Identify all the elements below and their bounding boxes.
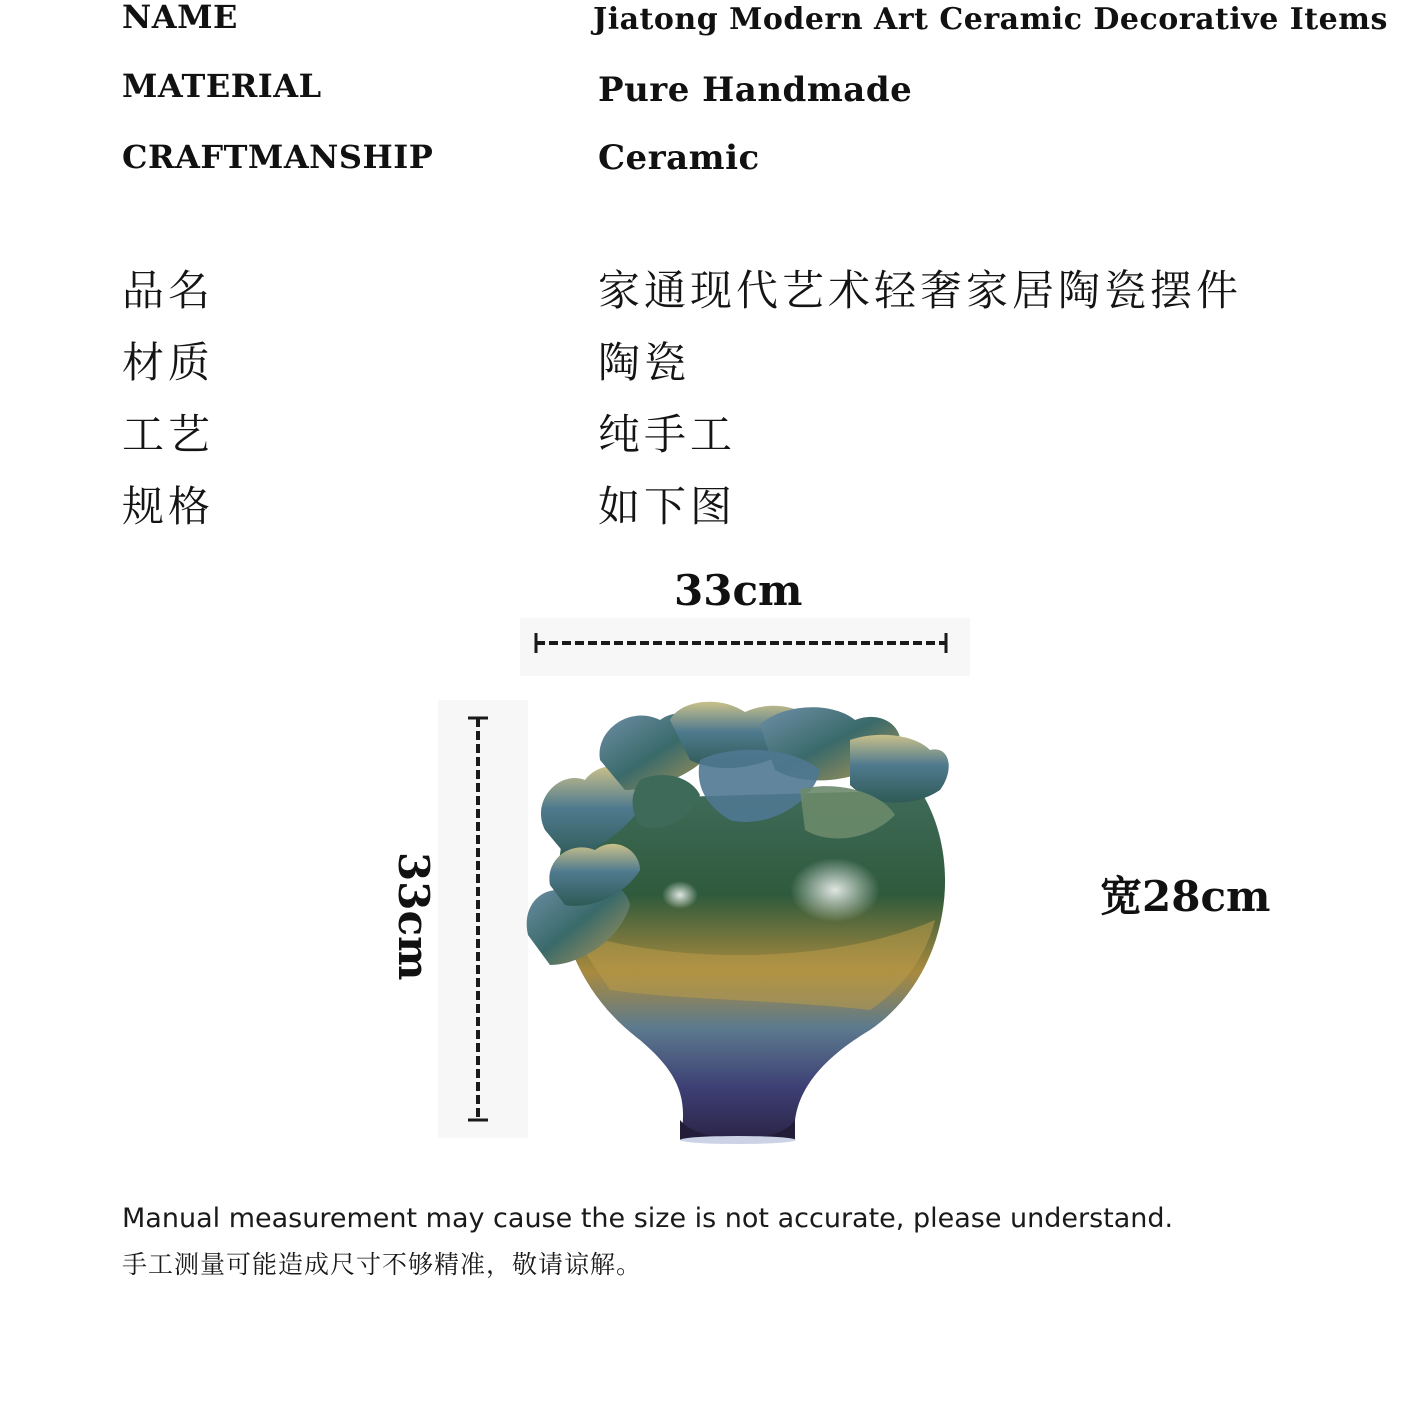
- cn-size-label: 规格: [122, 482, 215, 531]
- cn-name-value: 家通现代艺术轻奢家居陶瓷摆件: [598, 266, 1243, 315]
- cn-craft-label: 工艺: [122, 410, 215, 459]
- name-value: Jiatong Modern Art Ceramic Decorative Items: [593, 2, 1388, 37]
- top-width-label: 33cm: [674, 566, 803, 615]
- height-label: 33cm: [389, 852, 438, 981]
- cn-material-value: 陶瓷: [598, 338, 691, 387]
- cn-craft-value: 纯手工: [598, 410, 737, 459]
- material-value: Pure Handmade: [598, 70, 913, 110]
- height-ruler: [438, 700, 528, 1138]
- name-label: NAME: [122, 0, 238, 36]
- ceramic-vase-image: [527, 702, 949, 1144]
- disclaimer-en: Manual measurement may cause the size is not accurate, please understand.: [122, 1203, 1174, 1234]
- side-width-label: 宽28cm: [1100, 872, 1271, 921]
- cn-name-label: 品名: [122, 266, 215, 315]
- disclaimer-cn: 手工测量可能造成尺寸不够精准，敬请谅解。: [122, 1250, 643, 1279]
- cn-material-label: 材质: [122, 338, 215, 387]
- craftsmanship-value: Ceramic: [598, 138, 760, 178]
- material-label: MATERIAL: [122, 67, 322, 105]
- craftsmanship-label: CRAFTMANSHIP: [122, 138, 434, 176]
- width-ruler: [520, 618, 970, 676]
- cn-size-value: 如下图: [598, 482, 737, 531]
